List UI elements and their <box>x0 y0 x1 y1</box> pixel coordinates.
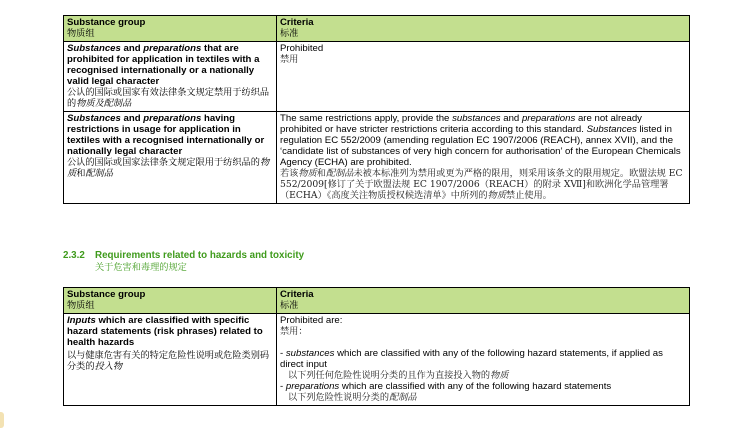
term-preparations: preparations <box>143 43 202 54</box>
section-number: 2.3.2 <box>63 250 85 261</box>
substance-group-cell <box>64 112 277 204</box>
text-fragment: which are classified with specific hazard statements (risk phrases) related to health hazards <box>67 315 263 348</box>
term-zh: 配制品 <box>389 392 417 403</box>
table-row <box>64 42 690 112</box>
page-edge-mark <box>0 412 4 428</box>
table-header-row <box>64 288 690 314</box>
text-fragment: 公认的国际或国家法律条文规定限用于纺织品的 <box>67 157 260 168</box>
text-fragment: are not already prohibited or have stricter restrictions criteria according to this standard. <box>280 113 642 135</box>
header-col1-zh: 物质组 <box>67 300 95 311</box>
substance-group-zh <box>67 157 273 179</box>
text-fragment: 和 <box>76 168 86 179</box>
text-fragment: 以与健康危害有关的特定危险性说明或危险类别码分类的 <box>67 350 270 372</box>
substance-group-cell <box>64 42 277 112</box>
criteria-cell <box>277 112 690 204</box>
text-fragment: - <box>280 381 286 392</box>
criteria-item-zh <box>280 370 686 381</box>
header-substance-group <box>64 288 277 314</box>
table-row <box>64 314 690 406</box>
term-zh: 物质 <box>298 168 317 179</box>
criteria-item <box>280 348 686 370</box>
text-fragment: that are prohibited for application in textiles with a recognised internationally or a nationally valid legal character <box>67 43 260 87</box>
criteria-zh <box>280 168 686 201</box>
header-criteria <box>277 288 690 314</box>
criteria-table-2 <box>63 287 690 406</box>
criteria-en: Prohibited are: <box>280 315 343 326</box>
text-fragment: which are classified with any of the following hazard statements, if applied as direct input <box>280 348 663 370</box>
header-col2-en: Criteria <box>280 289 314 300</box>
header-col2-zh: 标准 <box>280 300 299 311</box>
term-preparations: preparations <box>143 113 202 124</box>
header-col1-zh: 物质组 <box>67 28 95 39</box>
spacer <box>280 337 686 348</box>
term-substances: Substances <box>67 43 121 54</box>
header-col1-en: Substance group <box>67 289 146 300</box>
term-substances: Substances <box>586 124 637 135</box>
text-fragment: 公认的国际或国家有效法律条文规定禁用于纺织品的 <box>67 87 270 109</box>
text-fragment: and <box>120 43 144 54</box>
text-fragment: - <box>280 348 286 359</box>
criteria-item <box>280 381 686 392</box>
text-fragment: The same restrictions apply, provide the <box>280 113 453 124</box>
substance-group-en <box>67 315 273 348</box>
criteria-cell <box>277 42 690 112</box>
text-fragment: 以下列任何危险性说明分类的且作为直接投入物的 <box>288 370 491 381</box>
section-heading <box>63 250 304 274</box>
term-zh: 物质 <box>487 190 506 201</box>
criteria-item-zh <box>280 392 686 403</box>
text-fragment: 禁止使用。 <box>505 190 552 201</box>
text-fragment: and <box>500 113 522 124</box>
text-fragment: 和 <box>316 168 326 179</box>
term-zh: 配制品 <box>325 168 354 179</box>
text-fragment: 以下列危险性说明分类的 <box>288 392 390 403</box>
substance-group-zh <box>67 87 273 109</box>
header-criteria <box>277 16 690 42</box>
text-fragment: listed in regulation EC 552/2009 (amending regulation EC 1907/2006 (REACH), annex XVII), and the ‘candidate list of substances of very high concern for authorisation’ of the European Chemicals Agency (ECHA) are prohibited. <box>280 124 681 168</box>
text-fragment: 若该 <box>280 168 299 179</box>
substance-group-en <box>67 113 273 157</box>
term-zh: 投入物 <box>94 361 123 372</box>
text-fragment: having restrictions in usage for application in textiles with a recognised internationally or nationally legal character <box>67 113 265 157</box>
term-substances: substances <box>285 348 335 359</box>
term-preparations: preparations <box>285 381 340 392</box>
term-zh: 物质 <box>490 370 509 381</box>
header-substance-group <box>64 16 277 42</box>
criteria-zh: 禁用： <box>280 326 308 337</box>
header-col2-zh: 标准 <box>280 28 299 39</box>
criteria-cell <box>277 314 690 406</box>
term-zh: 配制品 <box>85 168 113 179</box>
text-fragment: 未被本标准列为禁用或更为严格的限用，则采用该条文的限用规定。欧盟法规 EC 552/2009[修订了关于欧盟法规 EC 1907/2006（REACH）的附录 XⅦ]和欧洲化学品管理署（ECHA）《高度关注物质授权候选清单》中所列的 <box>280 168 683 201</box>
term-zh: 物质 <box>67 157 270 179</box>
term-substances: Substances <box>67 113 121 124</box>
term-inputs: Inputs <box>67 315 96 326</box>
header-col1-en: Substance group <box>67 17 146 28</box>
table-header-row <box>64 16 690 42</box>
substance-group-cell <box>64 314 277 406</box>
section-subtitle: 关于危害和毒理的规定 <box>95 262 187 273</box>
text-fragment: and <box>120 113 144 124</box>
criteria-table-1 <box>63 15 690 204</box>
criteria-zh: 禁用 <box>280 54 299 65</box>
criteria-en: Prohibited <box>280 43 324 54</box>
text-fragment: which are classified with any of the following hazard statements <box>339 381 612 392</box>
term-substances: substances <box>452 113 501 124</box>
header-col2-en: Criteria <box>280 17 314 28</box>
section-title: Requirements related to hazards and toxicity <box>95 250 305 261</box>
substance-group-en <box>67 43 273 87</box>
term-preparations: preparations <box>521 113 576 124</box>
criteria-en <box>280 113 686 168</box>
table-row <box>64 112 690 204</box>
substance-group-zh <box>67 350 273 372</box>
term-zh: 物质及配制品 <box>76 98 132 109</box>
